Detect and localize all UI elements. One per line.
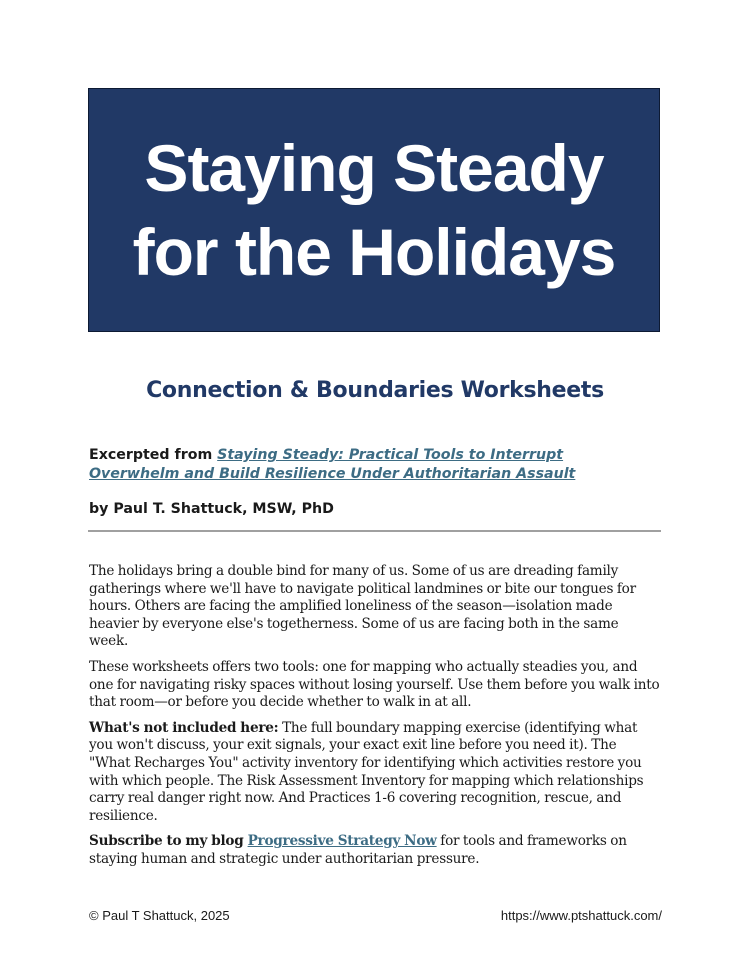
subscribe-text: for tools and frameworks on staying human and strategic under authoritarian pressure.: [89, 833, 627, 867]
paragraph-not-included: [89, 720, 661, 826]
author-byline: by Paul T. Shattuck, MSW, PhD: [89, 501, 334, 517]
blog-link[interactable]: Progressive Strategy Now: [247, 833, 437, 850]
paragraph-subscribe: [89, 833, 661, 868]
subscribe-label: Subscribe to my blog: [89, 833, 248, 850]
excerpt-prefix: Excerpted from: [89, 447, 218, 463]
title-line-1: Staying Steady: [144, 131, 604, 205]
body-text: [89, 563, 661, 877]
not-included-label: What's not included here:: [89, 719, 279, 736]
subtitle: Connection & Boundaries Worksheets: [146, 378, 604, 403]
footer-copyright: © Paul T Shattuck, 2025: [89, 908, 230, 923]
book-title-link[interactable]: Staying Steady: Practical Tools to Interrupt Overwhelm and Build Resilience Under Authoritarian Assault: [89, 447, 576, 482]
title-line-2: for the Holidays: [132, 215, 616, 289]
paragraph-intro: The holidays bring a double bind for many of us. Some of us are dreading family gatherings where we'll have to navigate political landmines or bite our tongues for hours. Others are facing the amplified loneliness of the season—isolation made heavier by everyone else's togetherness. Some of us are facing both in the same week.: [89, 563, 636, 650]
divider: [88, 530, 661, 532]
not-included-text: The full boundary mapping exercise (identifying what you won't discuss, your exit signals, your exact exit line before you need it). The "What Recharges You" activity inventory for identifying which activities restore you with which people. The Risk Assessment Inventory for mapping which relationships carry real danger right now. And Practices 1-6 covering recognition, rescue, and resilience.: [89, 719, 644, 824]
footer-url[interactable]: https://www.ptshattuck.com/: [500, 908, 662, 923]
excerpt-line: [89, 446, 649, 484]
title-banner: [88, 88, 660, 332]
paragraph-tools: These worksheets offers two tools: one for mapping who actually steadies you, and one for navigating risky spaces without losing yourself. Use them before you walk into that room—or before you decide whether to walk in at all.: [89, 658, 660, 711]
